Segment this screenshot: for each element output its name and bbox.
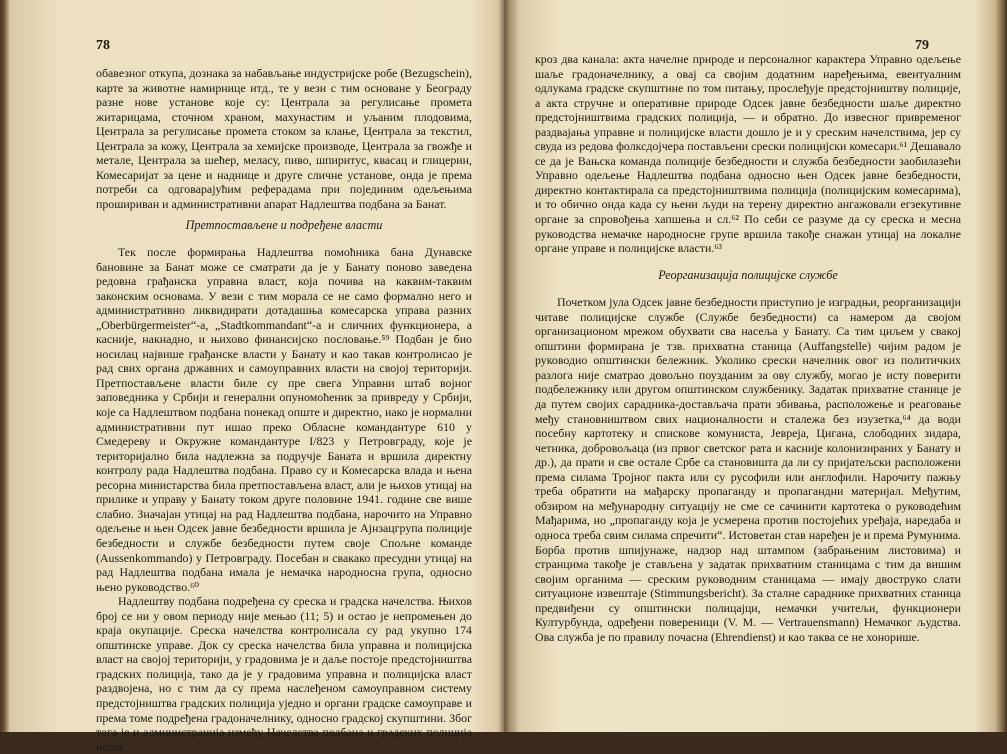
right-page xyxy=(505,0,1007,732)
page-number: 79 xyxy=(915,38,929,53)
paragraph: обавезног откупа, дознака за набављање индустријске робе (Bezugschein), карте за животне намирнице итд., те у вези с тим основане у Београду разне нове установе које су: Централа за регулисање промета житарицама, сточном храном, махунастим и уљаним плодовима, Централа за регулисање промета стоком за клање, Централа за текстил, Централа за кожу, Централа за хемијске производе, Централа за гвожђе и метале, Централа за шећер, меласу, пиво, шпиритус, квасац и глицерин, Комесаријат за цене и наднице и друге сличне установе, онда је према потреби са одговарајућим реферадама при појединим одељењима прошириван и административни апарат Надлештва подбана за Банат. xyxy=(96,66,472,211)
section-heading: Претпостављене и подређене власти xyxy=(185,218,383,233)
page-text xyxy=(96,66,472,754)
paragraph: Надлештву подбана подређена су среска и градска начелства. Њихов број се ни у овом периоду није мењао (11; 5) и остао је непромењен до краја окупације. Среска начелства контролисала су рад укупно 174 општинске управе. Док су среска начелства била управна и полицијска власт на својој територији, у градовима је и даље постоје предстојништва градских полиција, тако да је у градовима управна и полицијска власт раздвојена, но с тим да су према наслеђеном самоуправном систему предстојништва градских полиција уједно и органи градске самоуправе и према томе подређена градоначелнику, односно градској скупштини. Због тога је и администрација између Начелства подбана и градских полиција ишла xyxy=(96,594,472,754)
paragraph: кроз два канала: акта начелне природе и персоналног карактера Управно одељење шаље градоначелнику, а овај са својим додатним наређењима, евентуалним одлукама градске скупштине по том питању, прослеђује предстојништву полиције, а акта стручне и оперативне природе Одсек јавне безбедности шаље директно предстојништвима градских полиција, — и обратно. До извесног привременог раздвајања управне и полицијске власти дошло је и у среским начелствима, јер су свуда из редова фолксдојчера постављени срески полицијски комесари.⁶¹ Дешавало се да је Вањска команда полиције безбедности и служба безбедности заобилазећи Управно одељење Надлештва подбана односно њен Одсек јавне безбедности, директно контактирала са предстојништвима полиција (полицијским комесарима), и то обично онда када су њени људи на терену директно ангажовали егзекутивне органе за спровођења хапшења и сл.⁶² По себи се разуме да су среска и месна руководства немачке народносне групе вршила такође снажан утицај на локалне органе управе и полицијске власти.⁶³ xyxy=(535,52,961,256)
paragraph: Почетком јула Одсек јавне безбедности приступио је изградњи, реорганизацији читаве полицијске службе (Службе безбедности) са намером да својом организационом мрежом обухвати сва насеља у Банату. Са тим циљем у свакој општини формирана је тзв. прихватна станица (Auffangstelle) чијим радом је руководио општински бележник. Уколико срески начелник овог из политичких разлога није сматрао довољно поузданим за ову службу, могао је исту поверити подбележнику или другом општинском службенику. Задатак прихватне станице је да путем својих сарадника-достављача прати збивања, расположење и реаговање међу становништвом свих националности и сталежа без изузетка,⁶⁴ да води посебну картотеку и спискове комуниста, Јевреја, Цигана, слободних зидара, четника, добровољаца (из првог светског рата и касније колонизираних у Банату и др.), да прати и све остале Србе са становишта да ли су пријатељски расположени према силама Тројног пакта или су русофили или англофили. Нарочиту пажњу треба обратити на мађарску пропаганду и пропагандни материјал. Међутим, обзиром на међународну ситуацију не сме се сачинити картотека о руководећим Мађарима, но „пропаганду која је усмерена против постојећих уређаја, наредаба и односа треба свим силама спречити“. Истоветан став наређен је и према Румунима. Борба против шпијунаже, надзор над штампом (забрањеним листовима) и странцима такође је стављена у задатак прихватним станицама с тим да вишим својим органима — среским руководним станицама — имају двоструко слати ситуационе извештаје (Stimmungsbericht). За сталне сараднике прихватних станица предвиђени су општински полицајци, немачки учитељи, функционери Културбунда, одређени повереници (V. M. — Vertrauensmann) Немачког људства. Ова служба је по правилу почасна (Ehrendienst) и као таква се не хонорише. xyxy=(535,295,961,644)
paragraph: Тек после формирања Надлештва помоћника бана Дунавске бановине за Банат може се сматрати да је у Банату поново заведена редовна грађанска управна власт, која почива на каквим-таквим законским основама. У вези с тим морала се не само формално него и административно ликвидирати дотадашња комесарска управа разних „Oberbürgermeister“-a, „Stadtkommandant“-a и сличних функционера, а касније, накнадно, и њихово финансијско пословање.⁵⁹ Подбан је био носилац највише грађанске власти у Банату и као такав контролисао је рад свих органа државних и самоуправних власти на својој територији. Претпостављене власти биле су пре свега Управни штаб војног заповедника у Србији и генерални опуномоћеник за привреду у Србији, које са Надлештвом подбана понекад опште и директно, иако је нормални административни пут ишао преко Обласне командантуре 610 у Смедереву и Окружне командантуре I/823 у Петровграду, које је територијално била надлежна за подручје Баната и вршила директну контролу рада Надлештва подбана. Право су и Комесарска влада и њена ресорна министарства била претпостављена власт, али је њихов утицај на прилике и управу у Банату током друге половине 1941. године све више слабио. Значајан утицај на рад Надлештва подбана, нарочито на Управно одељење и њен Одсек јавне безбедности вршила је Ајнзацгрупа полиције безбедности и службе безбедности путем своје Спољне команде (Aussenkommando) у Петровграду. Посебан и свакако пресудни утицај на рад Надлештва подбана имала је немачка народносна група, односно њено руководство.⁶⁰ xyxy=(96,245,472,594)
section-heading: Реорганизација полицијске службе xyxy=(658,267,838,282)
page-text xyxy=(535,52,961,644)
page-number: 78 xyxy=(96,38,110,53)
